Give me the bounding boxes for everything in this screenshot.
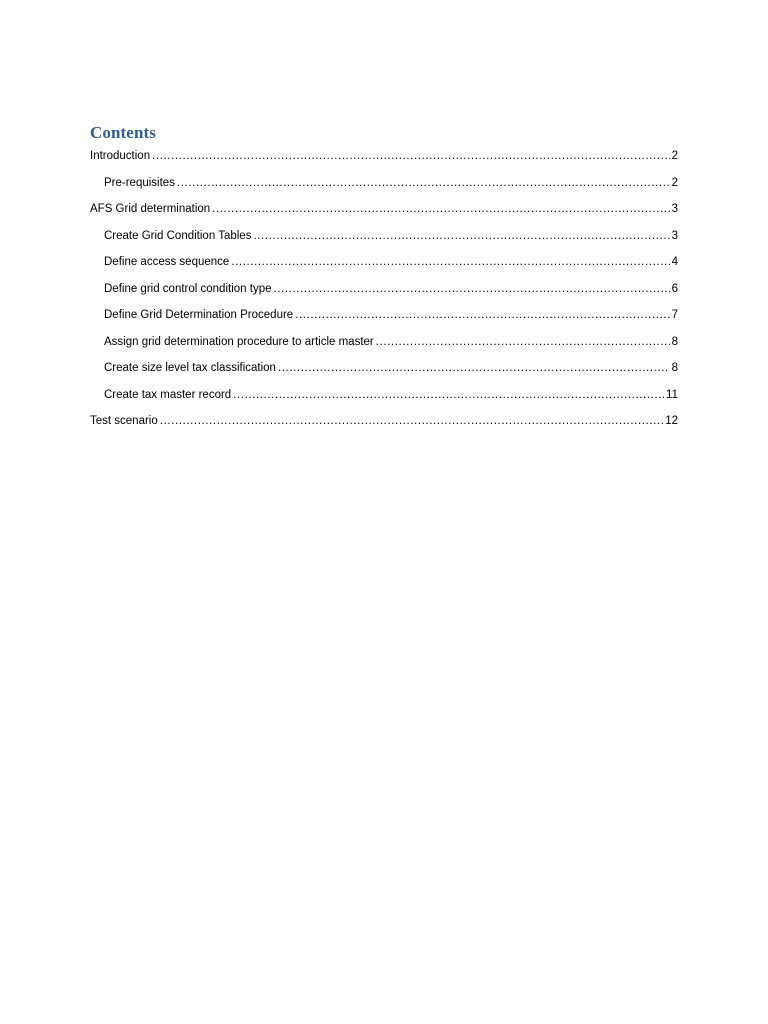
toc-dot-leader (231, 254, 669, 270)
toc-entry-title: Define grid control condition type (104, 282, 272, 295)
toc-entry-afs-grid-determination[interactable] (90, 201, 678, 228)
toc-entry-title: Create Grid Condition Tables (104, 229, 252, 242)
toc-entry-page: 11 (666, 388, 678, 401)
toc-entry-page: 2 (671, 176, 678, 189)
toc-entry-define-grid-control-condition-type[interactable] (90, 281, 678, 308)
toc-entry-page: 8 (671, 335, 678, 348)
toc-entry-page: 4 (671, 256, 678, 268)
toc-entry-title: Create tax master record (104, 388, 232, 401)
toc-dot-leader (274, 281, 670, 297)
toc-entry-title: Create size level tax classification (104, 362, 276, 374)
toc-heading: Contents (90, 123, 156, 142)
toc-dot-leader (278, 360, 670, 376)
toc-entry-introduction[interactable] (90, 148, 678, 175)
toc-entry-title: Assign grid determination procedure to article master (104, 335, 374, 348)
toc-entry-page: 6 (671, 282, 678, 295)
toc-entry-title: Introduction (90, 150, 151, 162)
toc-entry-title: Test scenario (90, 415, 158, 427)
table-of-contents (90, 148, 678, 440)
toc-dot-leader (160, 413, 663, 429)
toc-entry-page: 12 (665, 415, 678, 427)
toc-entry-page: 2 (671, 150, 678, 162)
toc-dot-leader (295, 307, 669, 323)
toc-dot-leader (212, 201, 669, 217)
toc-dot-leader (233, 387, 664, 403)
toc-entry-title: AFS Grid determination (90, 203, 211, 215)
toc-entry-assign-grid-determination-procedure[interactable] (90, 334, 678, 361)
toc-entry-create-size-level-tax-classification[interactable] (90, 360, 678, 387)
toc-entry-page: 3 (671, 229, 678, 242)
toc-entry-test-scenario[interactable] (90, 413, 678, 440)
toc-entry-title: Define access sequence (104, 256, 230, 268)
toc-entry-page: 3 (671, 203, 678, 215)
toc-entry-define-access-sequence[interactable] (90, 254, 678, 281)
toc-entry-page: 8 (671, 362, 678, 374)
toc-dot-leader (253, 228, 669, 244)
toc-entry-define-grid-determination-procedure[interactable] (90, 307, 678, 334)
toc-dot-leader (177, 175, 670, 191)
toc-entry-pre-requisites[interactable] (90, 175, 678, 202)
toc-entry-create-grid-condition-tables[interactable] (90, 228, 678, 255)
toc-entry-page: 7 (671, 309, 678, 321)
toc-entry-title: Pre-requisites (104, 176, 175, 189)
toc-dot-leader (152, 148, 669, 164)
toc-dot-leader (376, 334, 670, 350)
toc-entry-create-tax-master-record[interactable] (90, 387, 678, 414)
toc-entry-title: Define Grid Determination Procedure (104, 309, 294, 321)
